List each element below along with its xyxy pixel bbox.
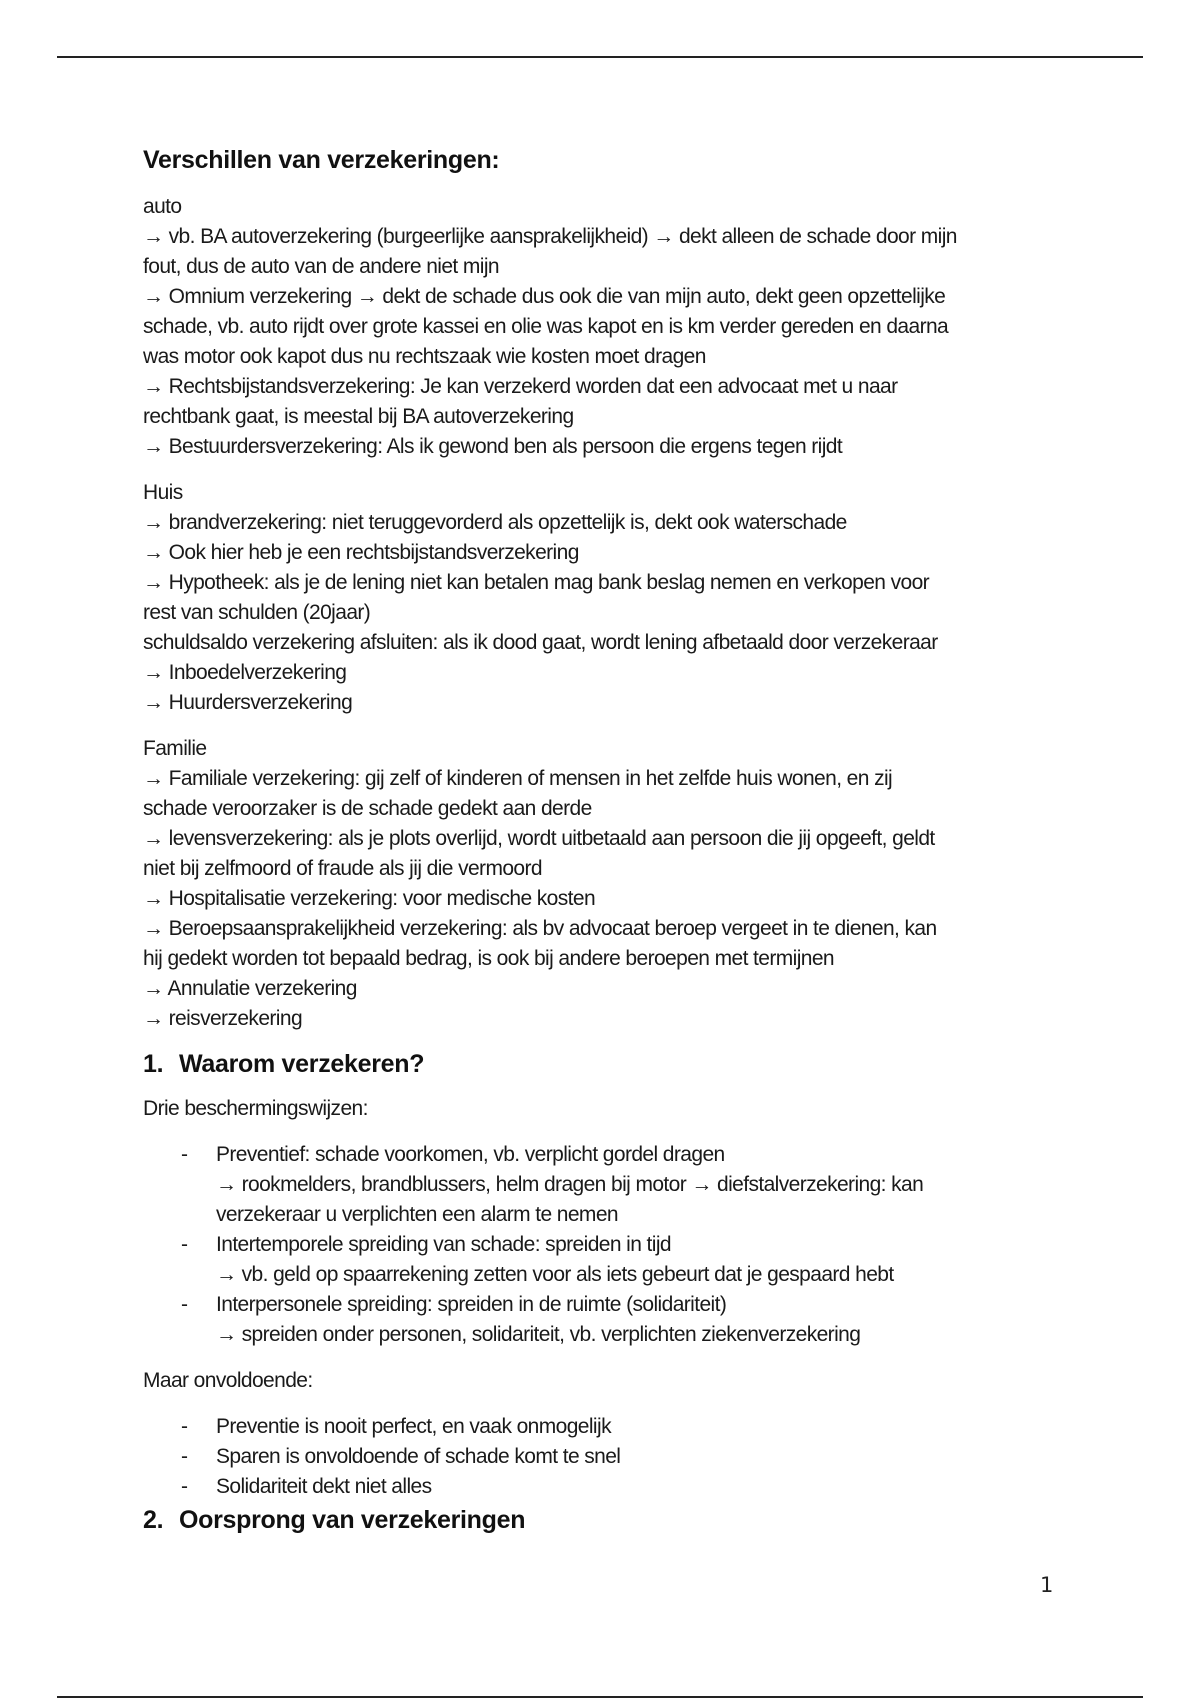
text-line: → Ook hier heb je een rechtsbijstandsverzekering — [143, 541, 579, 564]
section-familie — [143, 734, 1063, 1034]
text-line: → vb. BA autoverzekering (burgeerlijke aansprakelijkheid) → dekt alleen de schade door mijn — [143, 225, 957, 248]
text-line: schuldsaldo verzekering afsluiten: als ik dood gaat, wordt lening afbetaald door verzekeraar — [143, 631, 938, 654]
text-line: → brandverzekering: niet teruggevorderd als opzettelijk is, dekt ook waterschade — [143, 511, 847, 534]
section-huis — [143, 478, 1063, 718]
dash-bullet: - — [181, 1233, 188, 1256]
text-line: → Beroepsaansprakelijkheid verzekering: als bv advocaat beroep vergeet in te dienen, kan — [143, 917, 937, 940]
text-line: → Bestuurdersverzekering: Als ik gewond ben als persoon die ergens tegen rijdt — [143, 435, 843, 458]
list-item-subtext: → vb. geld op spaarrekening zetten voor als iets gebeurt dat je gespaard hebt — [216, 1263, 894, 1286]
text-line: → Inboedelverzekering — [143, 661, 347, 684]
list-item-subtext: → spreiden onder personen, solidariteit, vb. verplichten ziekenverzekering — [216, 1323, 861, 1346]
text-line: schade veroorzaker is de schade gedekt aan derde — [143, 797, 592, 820]
dash-bullet: - — [181, 1475, 188, 1498]
heading-text: Oorsprong van verzekeringen — [179, 1506, 526, 1534]
text-line: → Huurdersverzekering — [143, 691, 353, 714]
text-line: → reisverzekering — [143, 1007, 303, 1030]
text-line: rest van schulden (20jaar) — [143, 601, 371, 624]
list-item-text: Intertemporele spreiding van schade: spreiden in tijd — [216, 1233, 671, 1256]
list-item — [143, 1442, 1063, 1472]
text-line: → Familiale verzekering: gij zelf of kinderen of mensen in het zelfde huis wonen, en zij — [143, 767, 893, 790]
page-content — [143, 142, 1063, 1538]
list-item — [143, 1230, 1063, 1290]
text-line: niet bij zelfmoord of fraude als jij die vermoord — [143, 857, 542, 880]
heading-oorsprong-van-verzekeringen — [143, 1502, 1063, 1538]
page-number: 1 — [1040, 1573, 1054, 1597]
header-rule — [57, 56, 1143, 58]
text-line: hij gedekt worden tot bepaald bedrag, is ook bij andere beroepen met termijnen — [143, 947, 835, 970]
onvoldoende-list — [143, 1412, 1063, 1502]
list-item — [143, 1140, 1063, 1230]
page-title: Verschillen van verzekeringen: — [143, 146, 500, 174]
section-label-huis: Huis — [143, 481, 183, 504]
text-line: rechtbank gaat, is meestal bij BA autoverzekering — [143, 405, 574, 428]
beschermingswijzen-list — [143, 1140, 1063, 1350]
onvoldoende-intro: Maar onvoldoende: — [143, 1369, 313, 1392]
text-line: schade, vb. auto rijdt over grote kassei en olie was kapot en is km verder gereden en daarna — [143, 315, 949, 338]
list-item-text: Solidariteit dekt niet alles — [216, 1475, 432, 1498]
dash-bullet: - — [181, 1445, 188, 1468]
list-item-text: Sparen is onvoldoende of schade komt te snel — [216, 1445, 621, 1468]
text-line: → Hospitalisatie verzekering: voor medische kosten — [143, 887, 596, 910]
dash-bullet: - — [181, 1415, 188, 1438]
text-line: → levensverzekering: als je plots overlijd, wordt uitbetaald aan persoon die jij opgeeft, geldt — [143, 827, 935, 850]
drie-intro: Drie beschermingswijzen: — [143, 1097, 368, 1120]
section-label-auto: auto — [143, 195, 182, 218]
list-item — [143, 1290, 1063, 1350]
list-item — [143, 1412, 1063, 1442]
heading-number: 1. — [143, 1050, 164, 1078]
list-item-subtext: verzekeraar u verplichten een alarm te nemen — [216, 1203, 618, 1226]
text-line: → Rechtsbijstandsverzekering: Je kan verzekerd worden dat een advocaat met u naar — [143, 375, 898, 398]
list-item — [143, 1472, 1063, 1502]
text-line: fout, dus de auto van de andere niet mijn — [143, 255, 499, 278]
footer-rule — [57, 1696, 1143, 1698]
text-line: → Annulatie verzekering — [143, 977, 357, 1000]
list-item-text: Interpersonele spreiding: spreiden in de ruimte (solidariteit) — [216, 1293, 727, 1316]
list-item-text: Preventie is nooit perfect, en vaak onmogelijk — [216, 1415, 611, 1438]
list-item-subtext: → rookmelders, brandblussers, helm dragen bij motor → diefstalverzekering: kan — [216, 1173, 924, 1196]
list-item-text: Preventief: schade voorkomen, vb. verplicht gordel dragen — [216, 1143, 725, 1166]
text-line: was motor ook kapot dus nu rechtszaak wie kosten moet dragen — [143, 345, 706, 368]
heading-number: 2. — [143, 1506, 164, 1534]
text-line: → Omnium verzekering → dekt de schade dus ook die van mijn auto, dekt geen opzettelijke — [143, 285, 946, 308]
section-auto — [143, 192, 1063, 462]
heading-waarom-verzekeren — [143, 1046, 1063, 1082]
dash-bullet: - — [181, 1293, 188, 1316]
heading-text: Waarom verzekeren? — [179, 1050, 425, 1078]
dash-bullet: - — [181, 1143, 188, 1166]
section-label-familie: Familie — [143, 737, 207, 760]
text-line: → Hypotheek: als je de lening niet kan betalen mag bank beslag nemen en verkopen voor — [143, 571, 930, 594]
